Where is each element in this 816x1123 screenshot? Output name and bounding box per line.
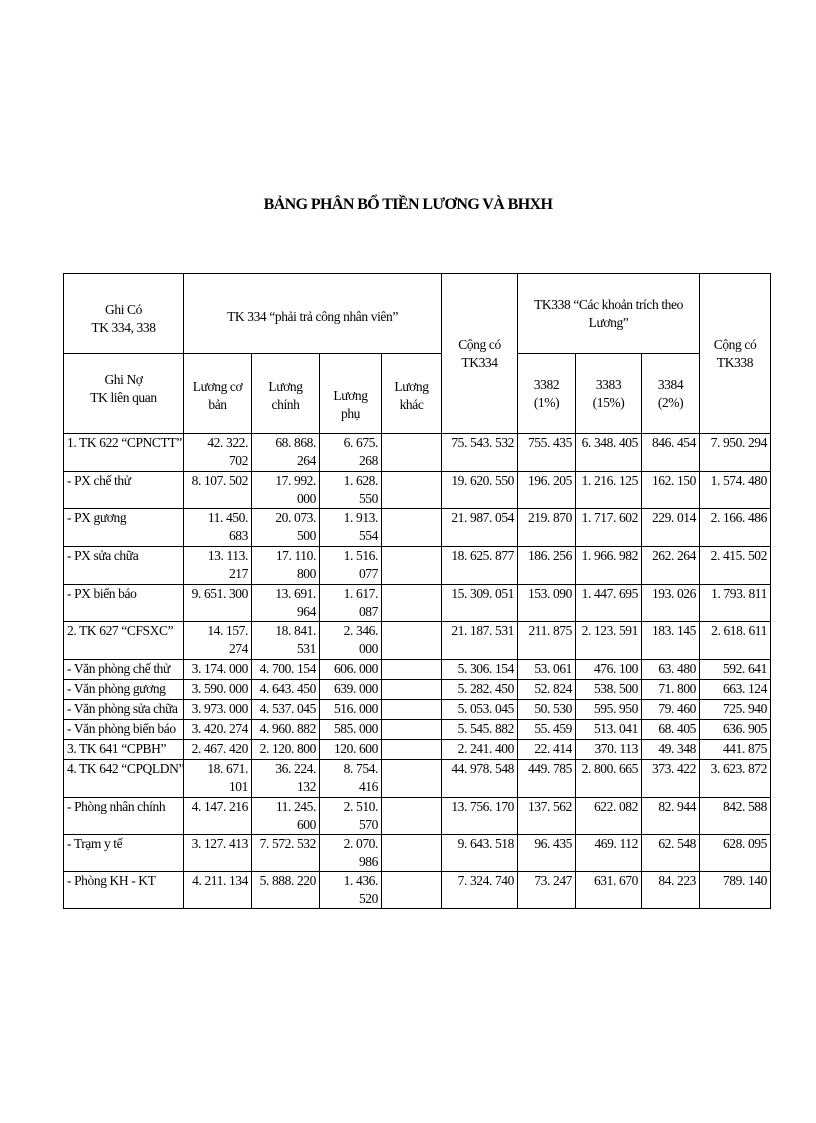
cell-luong-khac	[382, 720, 442, 740]
cell-luong-phu: 1. 436. 520	[320, 872, 382, 909]
cell-cong-co-334: 7. 324. 740	[442, 872, 518, 909]
cell-3384: 68. 405	[642, 720, 700, 740]
col-header-line-1: 3382	[533, 377, 560, 392]
col-header-3384	[642, 354, 700, 434]
cell-cong-co-338: 2. 166. 486	[700, 509, 771, 547]
cell-3384: 846. 454	[642, 434, 700, 472]
cell-luong-phu: 2. 510. 570	[320, 798, 382, 835]
col-header-3383	[576, 354, 642, 434]
cell-luong-chinh: 5. 888. 220	[252, 872, 320, 909]
cell-cong-co-338: 789. 140	[700, 872, 771, 909]
table-row	[64, 472, 771, 509]
cell-luong-phu: 8. 754. 416	[320, 760, 382, 798]
cell-luong-chinh: 2. 120. 800	[252, 740, 320, 760]
corner-debit-cell	[64, 354, 184, 434]
cell-3382: 52. 824	[518, 680, 576, 700]
value-line-2: 702	[228, 453, 248, 468]
cell-3384: 162. 150	[642, 472, 700, 509]
tk334-group-header: TK 334 “phải trả công nhân viên”	[184, 274, 442, 354]
cell-3382: 755. 435	[518, 434, 576, 472]
table-row	[64, 760, 771, 798]
cell-luong-phu: 1. 617. 087	[320, 585, 382, 622]
cell-3383: 370. 113	[576, 740, 642, 760]
cell-3382: 73. 247	[518, 872, 576, 909]
cell-cong-co-334: 5. 545. 882	[442, 720, 518, 740]
total-338-line-2: TK338	[716, 355, 754, 370]
cell-3384: 63. 480	[642, 660, 700, 680]
col-header-line-1: Lương	[394, 379, 429, 394]
cell-cong-co-334: 15. 309. 051	[442, 585, 518, 622]
cell-3384: 82. 944	[642, 798, 700, 835]
cell-3384: 183. 145	[642, 622, 700, 660]
tk338-group-line-2: Lương”	[588, 315, 629, 330]
cell-cong-co-334: 5. 306. 154	[442, 660, 518, 680]
cell-cong-co-338: 663. 124	[700, 680, 771, 700]
value-line-1: 18. 671.	[207, 761, 248, 776]
cell-3383: 622. 082	[576, 798, 642, 835]
cell-cong-co-338: 7. 950. 294	[700, 434, 771, 472]
row-label: - PX chế thử	[64, 472, 184, 509]
col-header-line-1: 3384	[657, 377, 684, 392]
cell-3384: 193. 026	[642, 585, 700, 622]
cell-luong-phu: 6. 675. 268	[320, 434, 382, 472]
cell-luong-co-ban	[184, 585, 252, 622]
value-line-1: 3. 590. 000	[191, 681, 248, 696]
row-label: 4. TK 642 “CPQLDN”	[64, 760, 184, 798]
cell-3383: 1. 216. 125	[576, 472, 642, 509]
col-header-line-2: bản	[208, 397, 227, 412]
cell-cong-co-338: 441. 875	[700, 740, 771, 760]
table-row	[64, 798, 771, 835]
cell-cong-co-338: 3. 623. 872	[700, 760, 771, 798]
cell-cong-co-334: 18. 625. 877	[442, 547, 518, 585]
cell-3384: 62. 548	[642, 835, 700, 872]
cell-luong-co-ban	[184, 680, 252, 700]
col-header-line-1: 3383	[595, 377, 622, 392]
cell-3384: 49. 348	[642, 740, 700, 760]
col-header-luong-khac	[382, 354, 442, 434]
value-line-1: 4. 211. 134	[192, 873, 248, 888]
cell-luong-co-ban	[184, 835, 252, 872]
cell-luong-khac	[382, 760, 442, 798]
cell-cong-co-334: 44. 978. 548	[442, 760, 518, 798]
value-line-1: 2. 467. 420	[191, 741, 248, 756]
cell-luong-khac	[382, 509, 442, 547]
cell-cong-co-338: 628. 095	[700, 835, 771, 872]
cell-3382: 53. 061	[518, 660, 576, 680]
col-header-luong-chinh	[252, 354, 320, 434]
cell-luong-phu: 516. 000	[320, 700, 382, 720]
col-header-line-2: (2%)	[657, 395, 684, 410]
cell-luong-khac	[382, 680, 442, 700]
cell-cong-co-334: 75. 543. 532	[442, 434, 518, 472]
value-line-1: 4. 147. 216	[191, 799, 248, 814]
cell-3383: 1. 447. 695	[576, 585, 642, 622]
cell-luong-co-ban	[184, 700, 252, 720]
value-line-1: 3. 420. 274	[191, 721, 248, 736]
cell-3383: 538. 500	[576, 680, 642, 700]
cell-luong-chinh: 68. 868. 264	[252, 434, 320, 472]
cell-3384: 79. 460	[642, 700, 700, 720]
cell-3383: 6. 348. 405	[576, 434, 642, 472]
cell-3384: 71. 800	[642, 680, 700, 700]
cell-luong-khac	[382, 472, 442, 509]
cell-3383: 2. 800. 665	[576, 760, 642, 798]
cell-cong-co-338: 842. 588	[700, 798, 771, 835]
cell-3382: 55. 459	[518, 720, 576, 740]
col-header-line-2: khác	[399, 397, 424, 412]
cell-3382: 96. 435	[518, 835, 576, 872]
cell-luong-khac	[382, 700, 442, 720]
cell-cong-co-334: 19. 620. 550	[442, 472, 518, 509]
corner-credit-line-2: TK 334, 338	[91, 320, 156, 335]
cell-luong-co-ban	[184, 798, 252, 835]
cell-3383: 595. 950	[576, 700, 642, 720]
cell-cong-co-334: 9. 643. 518	[442, 835, 518, 872]
row-label: - PX gương	[64, 509, 184, 547]
table-row	[64, 547, 771, 585]
table-body	[64, 274, 771, 909]
corner-credit-cell	[64, 274, 184, 354]
value-line-1: 14. 157.	[207, 623, 248, 638]
cell-3382: 219. 870	[518, 509, 576, 547]
table-row	[64, 660, 771, 680]
cell-luong-chinh: 7. 572. 532	[252, 835, 320, 872]
cell-cong-co-338: 636. 905	[700, 720, 771, 740]
col-header-3382	[518, 354, 576, 434]
cell-cong-co-334: 21. 187. 531	[442, 622, 518, 660]
cell-luong-co-ban	[184, 720, 252, 740]
cell-3382: 196. 205	[518, 472, 576, 509]
value-line-1: 3. 127. 413	[191, 836, 248, 851]
cell-luong-phu: 1. 913. 554	[320, 509, 382, 547]
value-line-1: 3. 973. 000	[191, 701, 248, 716]
cell-luong-co-ban	[184, 872, 252, 909]
cell-luong-khac	[382, 798, 442, 835]
value-line-1: 8. 107. 502	[191, 473, 248, 488]
cell-cong-co-334: 5. 282. 450	[442, 680, 518, 700]
value-line-1: 3. 174. 000	[191, 661, 248, 676]
cell-luong-co-ban	[184, 760, 252, 798]
cell-luong-phu: 1. 516. 077	[320, 547, 382, 585]
cell-luong-phu: 2. 070. 986	[320, 835, 382, 872]
table-row	[64, 509, 771, 547]
col-header-line-1: Lương phụ	[333, 388, 368, 421]
cell-3383: 1. 966. 982	[576, 547, 642, 585]
salary-allocation-table	[63, 273, 771, 909]
col-header-line-2: (15%)	[592, 395, 625, 410]
table-row	[64, 872, 771, 909]
row-label: - Văn phòng sửa chữa	[64, 700, 184, 720]
table-row	[64, 622, 771, 660]
row-label: 2. TK 627 “CFSXC”	[64, 622, 184, 660]
cell-luong-chinh: 11. 245. 600	[252, 798, 320, 835]
tk338-group-line-1: TK338 “Các khoản trích theo	[534, 297, 683, 312]
row-label: - Phòng nhân chính	[64, 798, 184, 835]
cell-cong-co-334: 2. 241. 400	[442, 740, 518, 760]
cell-3382: 137. 562	[518, 798, 576, 835]
cell-3383: 476. 100	[576, 660, 642, 680]
cell-cong-co-338: 1. 574. 480	[700, 472, 771, 509]
header-row-2	[64, 354, 771, 434]
cell-luong-phu: 639. 000	[320, 680, 382, 700]
row-label: - PX sửa chữa	[64, 547, 184, 585]
total-334-line-1: Cộng có	[458, 337, 501, 352]
cell-luong-co-ban	[184, 434, 252, 472]
cell-luong-co-ban	[184, 509, 252, 547]
cell-3383: 469. 112	[576, 835, 642, 872]
cell-luong-khac	[382, 547, 442, 585]
cell-luong-phu: 606. 000	[320, 660, 382, 680]
table-row	[64, 835, 771, 872]
cell-luong-chinh: 18. 841. 531	[252, 622, 320, 660]
cell-3384: 373. 422	[642, 760, 700, 798]
table-row	[64, 680, 771, 700]
value-line-1: 42. 322.	[207, 435, 248, 450]
row-label: - PX biển báo	[64, 585, 184, 622]
table-row	[64, 720, 771, 740]
row-label: - Văn phòng chế thử	[64, 660, 184, 680]
col-header-luong-phu	[320, 354, 382, 434]
cell-luong-chinh: 4. 537. 045	[252, 700, 320, 720]
cell-luong-khac	[382, 434, 442, 472]
cell-luong-co-ban	[184, 472, 252, 509]
cell-3382: 186. 256	[518, 547, 576, 585]
cell-luong-phu: 585. 000	[320, 720, 382, 740]
col-header-line-1: Lương cơ	[192, 379, 243, 394]
cell-cong-co-334: 5. 053. 045	[442, 700, 518, 720]
cell-3383: 2. 123. 591	[576, 622, 642, 660]
col-header-line-2: chính	[271, 397, 300, 412]
cell-luong-khac	[382, 660, 442, 680]
cell-3383: 1. 717. 602	[576, 509, 642, 547]
table-row	[64, 700, 771, 720]
value-line-1: 9. 651. 300	[191, 586, 248, 601]
document-title: BẢNG PHÂN BỔ TIỀN LƯƠNG VÀ BHXH	[263, 196, 553, 213]
cell-luong-phu: 120. 600	[320, 740, 382, 760]
table-row	[64, 434, 771, 472]
cell-luong-chinh: 20. 073. 500	[252, 509, 320, 547]
cell-cong-co-334: 21. 987. 054	[442, 509, 518, 547]
cell-3382: 22. 414	[518, 740, 576, 760]
cell-cong-co-338: 592. 641	[700, 660, 771, 680]
row-label: - Phòng KH - KT	[64, 872, 184, 909]
col-header-luong-co-ban	[184, 354, 252, 434]
cell-3384: 229. 014	[642, 509, 700, 547]
cell-luong-khac	[382, 585, 442, 622]
cell-luong-chinh: 4. 700. 154	[252, 660, 320, 680]
corner-credit-line-1: Ghi Có	[105, 302, 142, 317]
row-label: - Văn phòng biển báo	[64, 720, 184, 740]
cell-luong-khac	[382, 835, 442, 872]
value-line-2: 274	[228, 641, 248, 656]
table-row	[64, 585, 771, 622]
total-338-header	[700, 274, 771, 434]
value-line-2: 217	[228, 566, 248, 581]
row-label: 3. TK 641 “CPBH”	[64, 740, 184, 760]
value-line-2: 683	[228, 528, 248, 543]
cell-luong-chinh: 36. 224. 132	[252, 760, 320, 798]
cell-luong-chinh: 13. 691. 964	[252, 585, 320, 622]
cell-3382: 449. 785	[518, 760, 576, 798]
total-338-line-1: Cộng có	[713, 337, 757, 352]
cell-3383: 631. 670	[576, 872, 642, 909]
cell-cong-co-338: 725. 940	[700, 700, 771, 720]
cell-luong-khac	[382, 740, 442, 760]
cell-luong-khac	[382, 622, 442, 660]
cell-cong-co-334: 13. 756. 170	[442, 798, 518, 835]
cell-luong-chinh: 17. 992. 000	[252, 472, 320, 509]
cell-cong-co-338: 2. 415. 502	[700, 547, 771, 585]
cell-luong-khac	[382, 872, 442, 909]
cell-luong-co-ban	[184, 660, 252, 680]
value-line-2: 101	[228, 779, 248, 794]
cell-luong-phu: 1. 628. 550	[320, 472, 382, 509]
cell-3382: 211. 875	[518, 622, 576, 660]
cell-luong-chinh: 17. 110. 800	[252, 547, 320, 585]
cell-3382: 50. 530	[518, 700, 576, 720]
cell-cong-co-338: 1. 793. 811	[700, 585, 771, 622]
value-line-1: 13. 113.	[207, 548, 248, 563]
cell-luong-co-ban	[184, 547, 252, 585]
cell-cong-co-338: 2. 618. 611	[700, 622, 771, 660]
corner-debit-line-1: Ghi Nợ	[104, 372, 143, 387]
cell-luong-co-ban	[184, 740, 252, 760]
col-header-line-1: Lương	[268, 379, 303, 394]
cell-luong-co-ban	[184, 622, 252, 660]
cell-3384: 84. 223	[642, 872, 700, 909]
row-label: 1. TK 622 “CPNCTT”	[64, 434, 184, 472]
cell-luong-chinh: 4. 643. 450	[252, 680, 320, 700]
tk338-group-header	[518, 274, 700, 354]
corner-debit-line-2: TK liên quan	[90, 390, 157, 405]
col-header-line-2: (1%)	[533, 395, 560, 410]
table-row	[64, 740, 771, 760]
cell-luong-phu: 2. 346. 000	[320, 622, 382, 660]
row-label: - Trạm y tế	[64, 835, 184, 872]
row-label: - Văn phòng gương	[64, 680, 184, 700]
cell-3382: 153. 090	[518, 585, 576, 622]
cell-3383: 513. 041	[576, 720, 642, 740]
cell-luong-chinh: 4. 960. 882	[252, 720, 320, 740]
total-334-line-2: TK334	[461, 355, 498, 370]
total-334-header	[442, 274, 518, 434]
value-line-1: 11. 450.	[207, 510, 248, 525]
cell-3384: 262. 264	[642, 547, 700, 585]
header-row-1	[64, 274, 771, 354]
